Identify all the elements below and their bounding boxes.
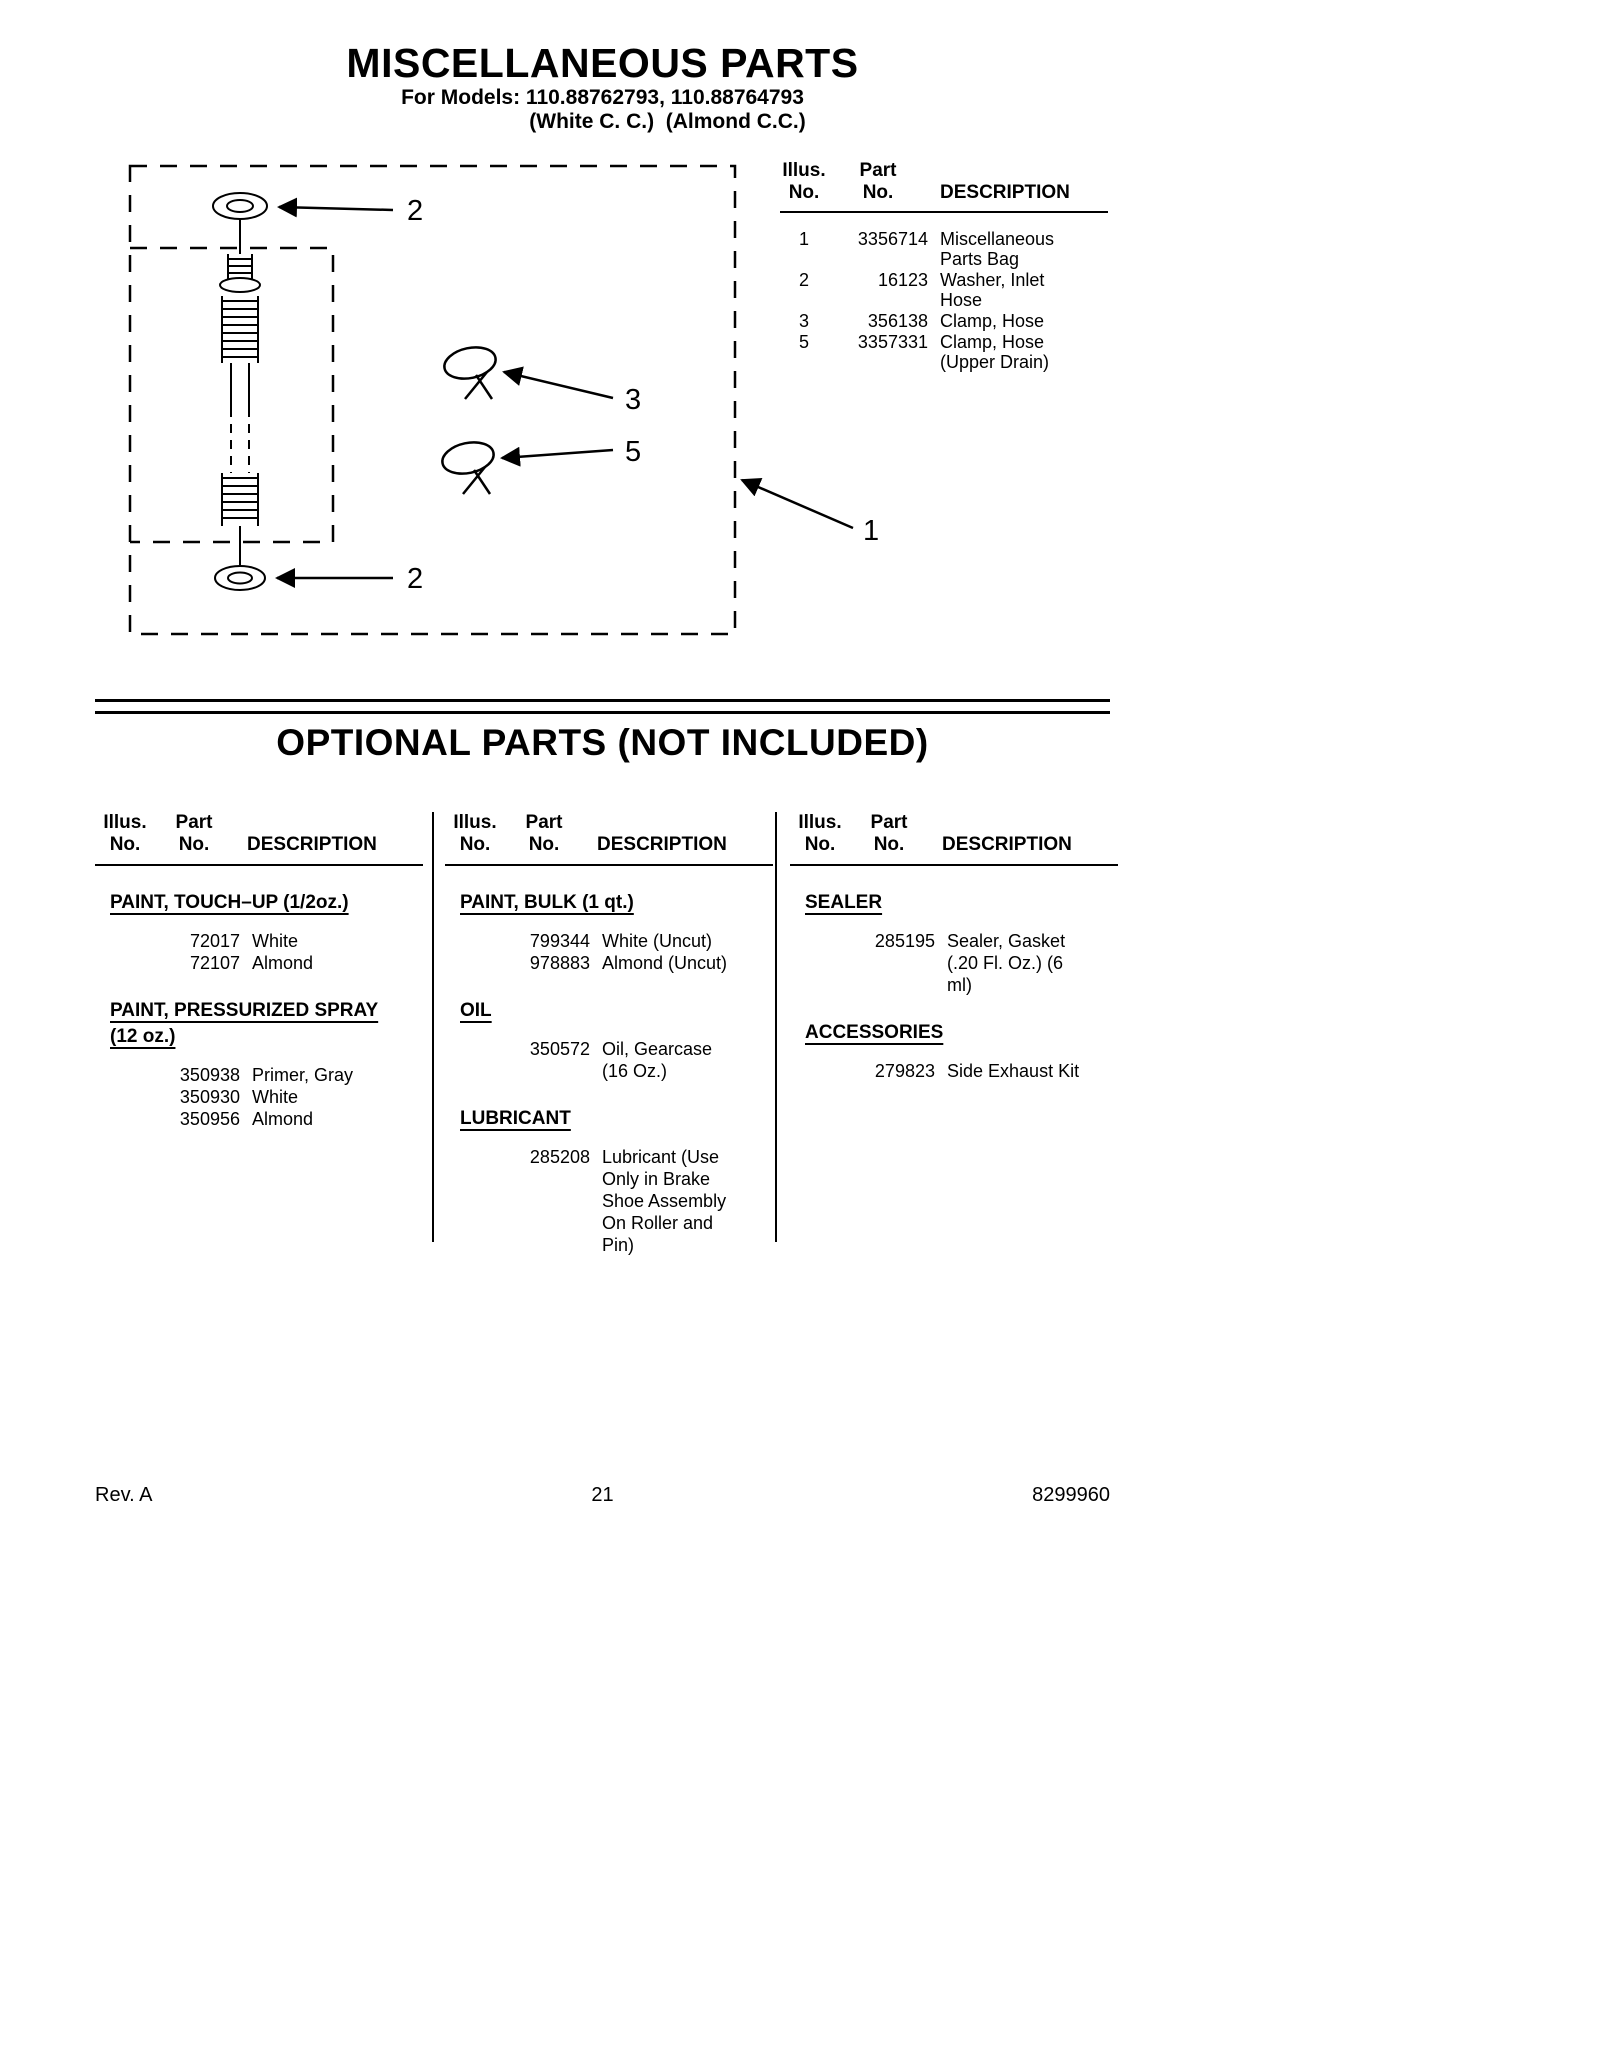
main-table-body — [780, 229, 1108, 372]
main-parts-table — [780, 160, 1108, 373]
table-row — [780, 332, 1108, 372]
page-title: MISCELLANEOUS PARTS — [346, 40, 859, 86]
column-divider-1 — [432, 812, 434, 1242]
section-heading-paint-spray: PAINT, PRESSURIZED SPRAY (12 oz.) — [110, 1000, 379, 1047]
footer-doc-number: 8299960 — [1032, 1484, 1110, 1506]
list-item — [445, 1146, 773, 1256]
part-description: Almond — [252, 1109, 314, 1129]
list-item — [95, 1064, 423, 1086]
illus-no: 2 — [798, 270, 809, 290]
column-divider-2 — [775, 812, 777, 1242]
part-no: 3356714 — [857, 229, 928, 249]
header-illus: Illus. — [782, 160, 826, 181]
footer-revision: Rev. A — [95, 1484, 153, 1506]
part-description: Almond — [252, 953, 314, 973]
optional-column-paint — [95, 812, 423, 1130]
list-item — [95, 952, 423, 974]
part-no: 72017 — [189, 931, 240, 951]
callout-parts-bag: 1 — [863, 515, 880, 547]
section-items — [790, 930, 1118, 996]
part-description: Sealer, Gasket (.20 Fl. Oz.) (6 ml) — [947, 931, 1066, 995]
section-heading-paint-touchup: PAINT, TOUCH–UP (1/2oz.) — [110, 892, 349, 913]
section-heading-accessories: ACCESSORIES — [805, 1022, 944, 1043]
section-items — [790, 1060, 1118, 1082]
part-description: Clamp, Hose (Upper Drain) — [940, 332, 1050, 372]
part-no: 978883 — [529, 953, 590, 973]
callout-clamp-hose: 3 — [625, 384, 642, 416]
illus-no: 5 — [798, 332, 809, 352]
list-item — [445, 930, 773, 952]
part-description: White (Uncut) — [602, 931, 713, 951]
optional-column-bulk-oil-lubricant — [445, 812, 773, 1256]
section-divider-top — [95, 699, 1110, 702]
illus-no: 1 — [798, 229, 809, 249]
footer-page-number: 21 — [591, 1484, 614, 1506]
list-item — [95, 1086, 423, 1108]
column-header: Illus. Part No. No. DESCRIPTION — [95, 812, 423, 866]
part-description: Oil, Gearcase (16 Oz.) — [602, 1039, 713, 1081]
header-description: DESCRIPTION — [940, 182, 1070, 203]
finishes-line: (White C. C.) (Almond C.C.) — [529, 110, 806, 133]
parts-bag-outline — [130, 166, 735, 634]
part-description: White — [252, 1087, 299, 1107]
callout-arrows — [277, 207, 853, 578]
clamp-upper-drain-drawing — [439, 438, 496, 494]
part-description: Clamp, Hose — [940, 311, 1045, 331]
part-description: Miscellaneous Parts Bag — [940, 229, 1055, 269]
part-no: 3357331 — [857, 332, 928, 352]
part-no: 356138 — [867, 311, 928, 331]
list-item — [445, 1038, 773, 1082]
main-table-header — [780, 160, 1108, 213]
part-description: Primer, Gray — [252, 1065, 354, 1085]
part-no: 72107 — [189, 953, 240, 973]
section-heading-oil: OIL — [460, 1000, 492, 1021]
optional-parts-heading: OPTIONAL PARTS (NOT INCLUDED) — [276, 722, 929, 763]
column-header: Illus. Part No. No. DESCRIPTION — [445, 812, 773, 866]
part-no: 350956 — [179, 1109, 240, 1129]
illus-no: 3 — [798, 311, 809, 331]
clamp-hose-drawing — [441, 343, 498, 399]
inlet-hose-drawing — [213, 193, 267, 590]
section-items — [445, 1146, 773, 1256]
table-row — [780, 311, 1108, 331]
list-item — [95, 930, 423, 952]
header-no: No. — [862, 182, 894, 203]
section-divider-bottom — [95, 711, 1110, 714]
part-description: Almond (Uncut) — [602, 953, 728, 973]
callout-washer-top: 2 — [407, 195, 424, 227]
part-no: 350930 — [179, 1087, 240, 1107]
part-description: Washer, Inlet Hose — [940, 270, 1045, 310]
part-no: 350572 — [529, 1039, 590, 1059]
list-item — [790, 1060, 1118, 1082]
callout-washer-bottom: 2 — [407, 563, 424, 595]
list-item — [790, 930, 1118, 996]
list-item — [95, 1108, 423, 1130]
models-line: For Models: 110.88762793, 110.88764793 — [401, 86, 804, 109]
washer-bottom-drawing — [215, 566, 265, 590]
table-row — [780, 270, 1108, 310]
part-no: 279823 — [874, 1061, 935, 1081]
table-row — [780, 229, 1108, 269]
list-item — [445, 952, 773, 974]
section-heading-lubricant: LUBRICANT — [460, 1108, 571, 1129]
part-no: 285208 — [529, 1147, 590, 1167]
part-no: 350938 — [179, 1065, 240, 1085]
part-description: White — [252, 931, 299, 951]
part-description: Side Exhaust Kit — [947, 1061, 1080, 1081]
header-no: No. — [788, 182, 820, 203]
section-heading-sealer: SEALER — [805, 892, 883, 913]
part-no: 16123 — [877, 270, 928, 290]
section-items — [445, 1038, 773, 1082]
optional-column-sealer-accessories — [790, 812, 1118, 1082]
part-description: Lubricant (Use Only in Brake Shoe Assembly On Roller and Pin) — [602, 1147, 727, 1255]
callout-clamp-upper-drain: 5 — [625, 436, 642, 468]
washer-top-drawing — [213, 193, 267, 219]
column-header: Illus. Part No. No. DESCRIPTION — [790, 812, 1118, 866]
section-items — [95, 930, 423, 974]
section-items — [445, 930, 773, 974]
section-items — [95, 1064, 423, 1130]
part-no: 799344 — [529, 931, 590, 951]
section-heading-paint-bulk: PAINT, BULK (1 qt.) — [460, 892, 634, 913]
part-no: 285195 — [874, 931, 935, 951]
header-part: Part — [859, 160, 897, 181]
